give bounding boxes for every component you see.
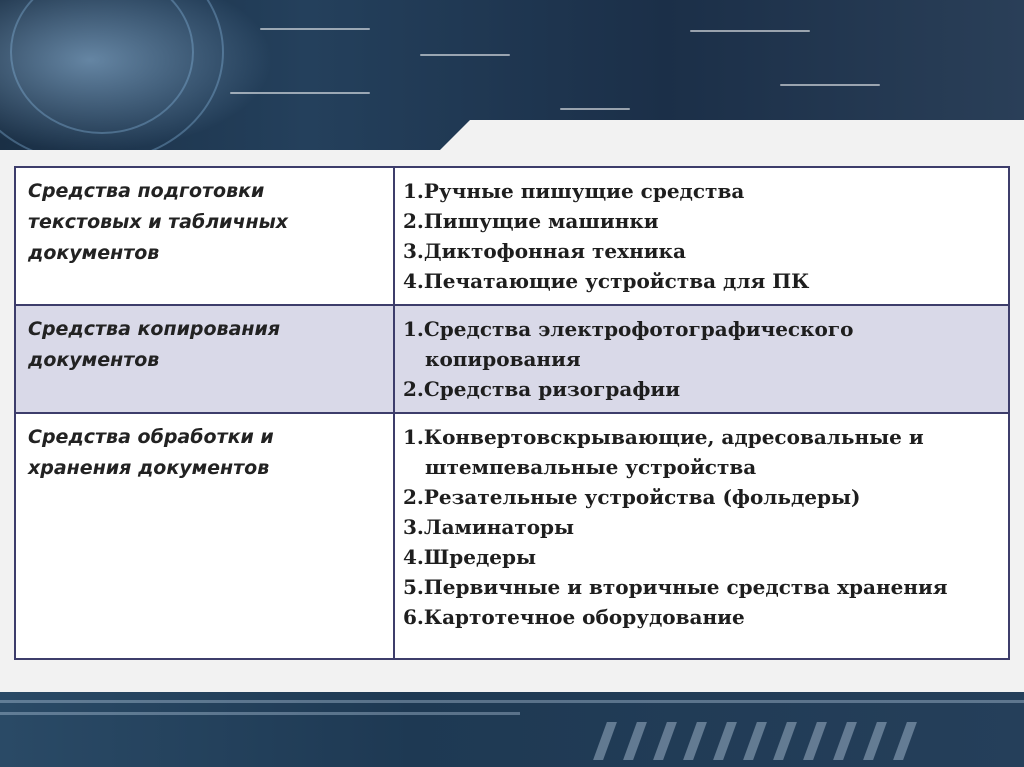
items-cell bbox=[394, 413, 1009, 659]
decorative-streak bbox=[780, 84, 880, 86]
list-item: 3.Ламинаторы bbox=[403, 515, 575, 539]
decorative-tick bbox=[653, 722, 677, 760]
list-item: 1.Ручные пишущие средства bbox=[403, 179, 745, 203]
top-decorative-banner bbox=[0, 0, 1024, 150]
decorative-streak bbox=[230, 92, 370, 94]
table-row bbox=[15, 413, 1009, 659]
list-item: 5.Первичные и вторичные средства хранения bbox=[403, 575, 948, 599]
category-cell: Средства копирования документов bbox=[15, 305, 394, 413]
decorative-tick bbox=[803, 722, 827, 760]
decorative-stripe bbox=[0, 700, 1024, 703]
decorative-stripe bbox=[0, 712, 520, 715]
decorative-tick bbox=[593, 722, 617, 760]
items-cell bbox=[394, 305, 1009, 413]
decorative-streak bbox=[260, 28, 370, 30]
decorative-tick bbox=[623, 722, 647, 760]
table-row bbox=[15, 305, 1009, 413]
category-cell: Средства обработки и хранения документов bbox=[15, 413, 394, 659]
list-item: 3.Диктофонная техника bbox=[403, 239, 686, 263]
decorative-tick bbox=[833, 722, 857, 760]
office-equipment-table bbox=[14, 166, 1010, 660]
category-cell: Средства подготовки текстовых и табличных документов bbox=[15, 167, 394, 305]
decorative-streak bbox=[690, 30, 810, 32]
list-item: 6.Картотечное оборудование bbox=[403, 605, 745, 629]
decorative-tick bbox=[743, 722, 767, 760]
decorative-streak bbox=[560, 108, 630, 110]
decorative-tick bbox=[683, 722, 707, 760]
list-item: 2.Резательные устройства (фольдеры) bbox=[403, 485, 861, 509]
decorative-tick bbox=[893, 722, 917, 760]
decorative-tick bbox=[863, 722, 887, 760]
decorative-streak bbox=[420, 54, 510, 56]
bottom-decorative-banner bbox=[0, 692, 1024, 767]
list-item: 1.Средства электрофотографического копирования bbox=[403, 317, 854, 371]
list-item: 4.Шредеры bbox=[403, 545, 537, 569]
list-item: 1.Конвертовскрывающие, адресовальные и штемпевальные устройства bbox=[403, 425, 924, 479]
list-item: 4.Печатающие устройства для ПК bbox=[403, 269, 810, 293]
list-item: 2.Средства ризографии bbox=[403, 377, 681, 401]
list-item: 2.Пишущие машинки bbox=[403, 209, 659, 233]
decorative-tick bbox=[773, 722, 797, 760]
table-row bbox=[15, 167, 1009, 305]
items-cell bbox=[394, 167, 1009, 305]
decorative-tick bbox=[713, 722, 737, 760]
